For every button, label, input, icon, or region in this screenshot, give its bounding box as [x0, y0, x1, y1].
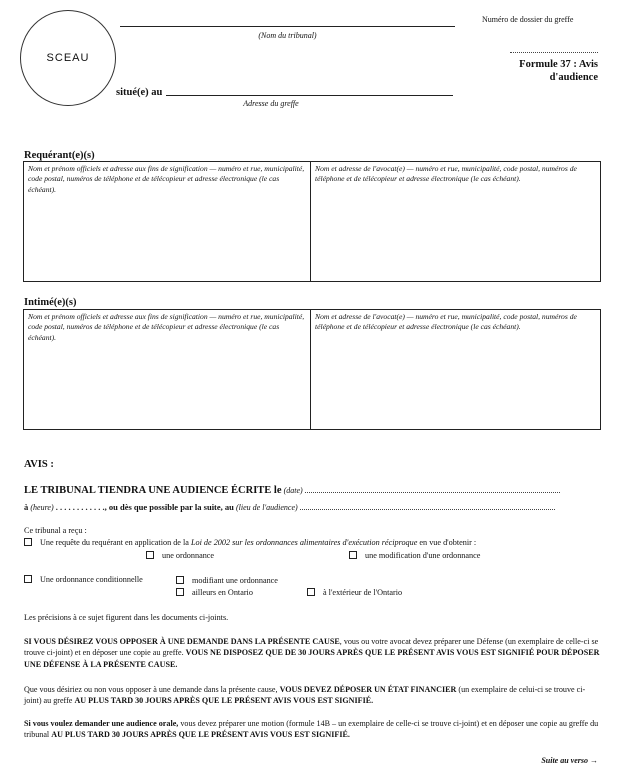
address-line[interactable]: [166, 95, 453, 96]
request-checkbox[interactable]: [24, 538, 32, 546]
applicants-heading: Requérant(e)(s): [24, 150, 95, 161]
outside-ontario-checkbox[interactable]: [307, 588, 315, 596]
p1-a: SI VOUS DÉSIREZ VOUS OPPOSER À UNE DEMANDE DANS LA PRÉSENTE CAUSE: [24, 637, 340, 646]
applicant-info-cell[interactable]: [24, 162, 311, 281]
notice-heading: AVIS :: [24, 459, 54, 470]
hearing-text: LE TRIBUNAL TIENDRA UNE AUDIENCE ÉCRITE le: [24, 485, 282, 496]
p2-a: Que vous désiriez ou non vous opposer à une demande dans la présente cause,: [24, 685, 278, 694]
request-law: Loi de 2002 sur les ordonnances alimentaires d'exécution réciproque: [190, 538, 418, 547]
p2-d: AU PLUS TARD 30 JOURS APRÈS QUE LE PRÉSENT AVIS VOUS EST SIGNIFIÉ.: [74, 696, 374, 706]
continued-overleaf: Suite au verso →: [541, 756, 598, 765]
conditional-checkbox[interactable]: [24, 575, 32, 583]
date-field[interactable]: [305, 492, 560, 493]
option-modification-label: une modification d'une ordonnance: [365, 551, 481, 560]
file-number-label: Numéro de dossier du greffe: [482, 15, 574, 24]
date-caption: (date): [283, 486, 303, 495]
time-line: [24, 502, 604, 513]
defence-paragraph: [24, 636, 600, 670]
seal-label: SCEAU: [46, 52, 90, 64]
modification-checkbox[interactable]: [349, 551, 357, 559]
option-outside: [307, 588, 402, 598]
elsewhere-ontario-checkbox[interactable]: [176, 588, 184, 596]
option-modification: [349, 551, 480, 561]
oral-hearing-paragraph: [24, 718, 600, 741]
file-number-field[interactable]: [510, 52, 598, 53]
form-title-line2: d'audience: [549, 72, 598, 84]
option-modifying-line2: ailleurs en Ontario: [192, 588, 253, 598]
located-at-label: situé(e) au: [116, 87, 163, 98]
option-outside-label: à l'extérieur de l'Ontario: [323, 588, 403, 597]
p3-c: AU PLUS TARD 30 JOURS APRÈS QUE LE PRÉSENT AVIS VOUS EST SIGNIFIÉ.: [51, 730, 350, 740]
applicant-info-instructions: Nom et prénom officiels et adresse aux fins de signification — numéro et rue, municipalité, code postal, numéros de téléphone et de télécopieur et adresse électronique (le cas échéant).: [28, 164, 305, 194]
time-prefix: à: [24, 502, 29, 512]
time-dots[interactable]: . . . . . . . . . . . .: [55, 502, 105, 512]
respondent-lawyer-cell[interactable]: [311, 310, 600, 429]
applicant-lawyer-instructions: Nom et adresse de l'avocat(e) — numéro et rue, municipalité, code postal, numéros de téléphone et de télécopieur et adresse électronique (le cas échéant).: [315, 164, 577, 184]
order-checkbox[interactable]: [146, 551, 154, 559]
p2-b: VOUS DEVEZ DÉPOSER UN ÉTAT FINANCIER: [279, 685, 457, 694]
request-text-a: Une requête du requérant en application de la: [40, 538, 189, 547]
place-caption: (lieu de l'audience): [236, 503, 298, 512]
request-line: [24, 538, 476, 548]
respondents-table: [23, 309, 601, 430]
hearing-line: [24, 484, 604, 497]
court-name-caption: (Nom du tribunal): [258, 31, 317, 40]
p3-a: Si vous voulez demander une audience orale,: [24, 719, 179, 728]
p1-c: VOUS NE DISPOSEZ QUE DE 30 JOURS APRÈS QUE LE PRÉSENT AVIS VOUS EST SIGNIFIÉ POUR DÉPOSER UNE DÉFENSE À LA PRÉSENTE CAUSE.: [24, 648, 600, 669]
respondent-info-cell[interactable]: [24, 310, 311, 429]
respondent-lawyer-instructions: Nom et adresse de l'avocat(e) — numéro et rue, municipalité, code postal, numéros de téléphone et de télécopieur et adresse électronique (le cas échéant).: [315, 312, 577, 332]
p2-c: (un exemplaire de celui-ci se trouve ci-joint) au greffe: [24, 685, 586, 706]
option-conditional-label: Une ordonnance conditionnelle: [40, 575, 143, 584]
address-caption: Adresse du greffe: [243, 99, 299, 108]
option-modifying: [176, 575, 278, 600]
applicant-lawyer-cell[interactable]: [311, 162, 600, 281]
option-order-label: une ordonnance: [162, 551, 215, 560]
seal-area: [20, 10, 116, 106]
p1-b: , vous ou votre avocat devez préparer une Défense (un exemplaire de celle-ci se trouve ci-joint) et en déposer une copie au greffe.: [24, 637, 599, 658]
request-text-b: en vue d'obtenir :: [419, 538, 477, 547]
respondents-heading: Intimé(e)(s): [24, 297, 77, 308]
court-received-text: Ce tribunal a reçu :: [24, 526, 87, 535]
financial-statement-paragraph: [24, 684, 600, 707]
details-text: Les précisions à ce sujet figurent dans les documents ci-joints.: [24, 613, 229, 622]
or-soon-text: , ou dès que possible par la suite, au: [104, 502, 234, 512]
place-field[interactable]: [300, 509, 555, 510]
time-caption: (heure): [30, 503, 54, 512]
option-conditional: [24, 575, 143, 585]
applicants-table: [23, 161, 601, 282]
option-modifying-line1: modifiant une ordonnance: [192, 576, 278, 585]
modifying-checkbox[interactable]: [176, 576, 184, 584]
respondent-info-instructions: Nom et prénom officiels et adresse aux fins de signification — numéro et rue, municipalité, code postal, numéros de téléphone et de télécopieur et adresse électronique (le cas échéant).: [28, 312, 305, 342]
option-order: [146, 551, 214, 561]
form-title: [470, 58, 598, 84]
court-name-line[interactable]: [120, 26, 455, 27]
form-title-line1: Formule 37 : Avis: [519, 59, 598, 70]
p3-b: vous devez préparer une motion (formule 14B – un exemplaire de celle-ci se trouve ci-joint) et en déposer une copie au greffe du tribunal: [24, 719, 599, 740]
